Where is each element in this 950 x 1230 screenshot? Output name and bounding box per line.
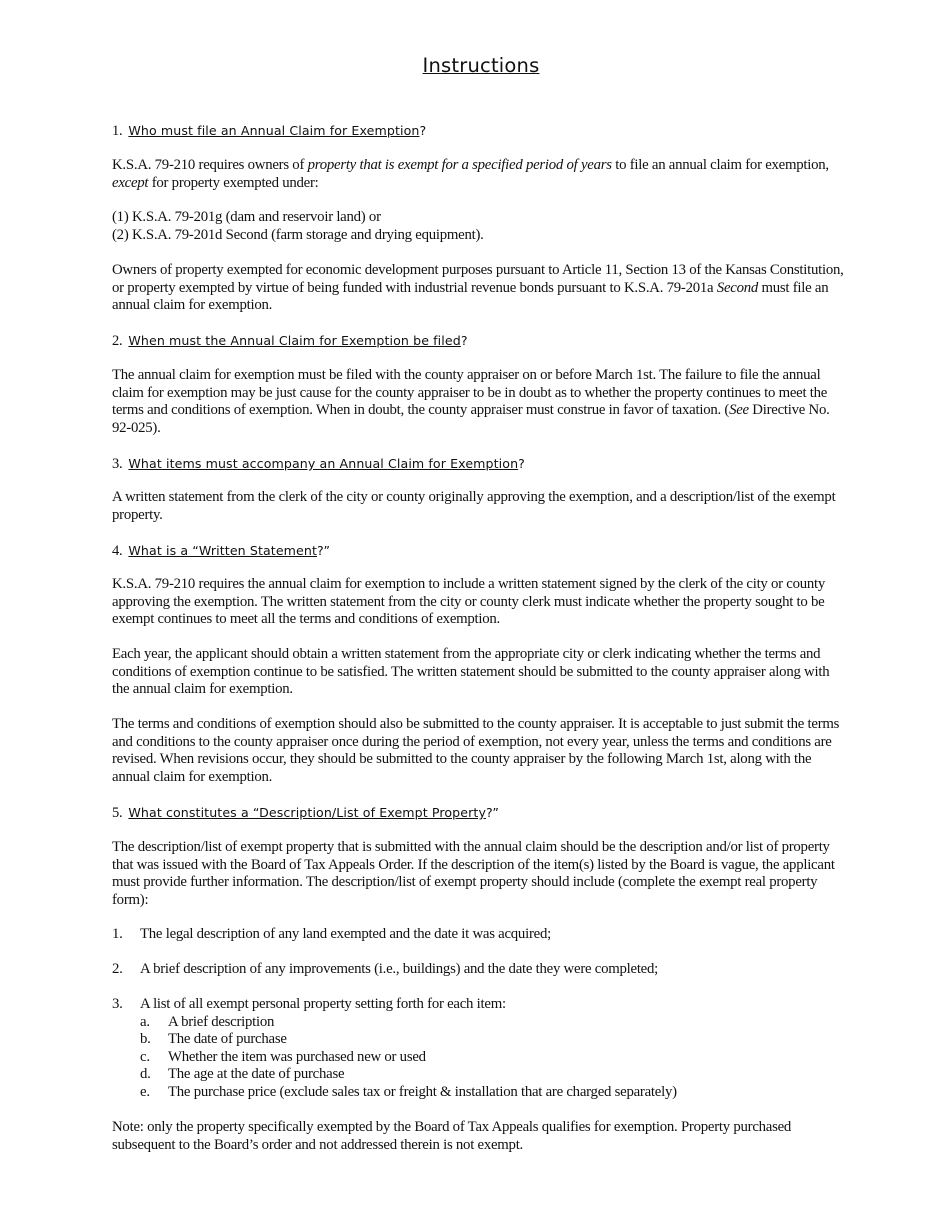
- text-run: must file an annual claim for exemption.: [112, 279, 829, 313]
- note-paragraph: Note: only the property specifically exempted by the Board of Tax Appeals qualifies for exemption. Property purchased subsequent to the Board’s order and not addressed therein is not exempt.: [112, 1119, 792, 1153]
- question-text: What is a “Written Statement: [128, 543, 318, 558]
- q5-paragraph-1: The description/list of exempt property that is submitted with the annual claim should be the description and/or list of property that was issued with the Board of Tax Appeals Order. If the description of the item(s) listed by the Board is vague, the applicant must provide further information. The description/list of exempt property should include (complete the exempt real property form):: [112, 839, 835, 908]
- sub-list-item: [112, 1049, 850, 1067]
- text-run: K.S.A. 79-210 requires owners of: [112, 157, 308, 173]
- question-5: [112, 804, 850, 823]
- question-text: What constitutes a “Description/List of Exempt Property: [128, 805, 486, 820]
- list-text: The legal description of any land exempted and the date it was acquired;: [140, 926, 551, 942]
- question-trail: ?: [460, 333, 468, 348]
- question-trail: ?: [419, 123, 426, 138]
- list-number: 2.: [112, 961, 123, 977]
- q1-paragraph-1: [112, 157, 850, 192]
- question-number: 4.: [112, 543, 123, 559]
- question-trail: ?”: [486, 805, 499, 820]
- question-number: 2.: [112, 333, 123, 349]
- text-run: Owners of property exempted for economic development purposes pursuant to Article 11, Section 13 of the Kansas Constitution, or property exempted by virtue of being funded with industrial revenue bonds pursuant to K.S.A. 79-201a: [112, 262, 844, 296]
- question-number: 1.: [112, 123, 123, 139]
- q1-exemption-list: [112, 209, 850, 244]
- text-run: to file an annual claim for exemption,: [611, 157, 829, 173]
- list-text: A list of all exempt personal property setting forth for each item:: [140, 996, 506, 1012]
- sub-list-item: [112, 1031, 850, 1049]
- sub-list-item: [112, 1084, 850, 1102]
- list-item: (2) K.S.A. 79-201d Second (farm storage and drying equipment).: [112, 226, 484, 243]
- text-run: for property exempted under:: [148, 174, 319, 191]
- page-title: Instructions: [422, 54, 540, 77]
- question-1: [112, 122, 850, 141]
- q2-paragraph-1: [112, 367, 850, 437]
- question-text: What items must accompany an Annual Claim for Exemption: [128, 456, 519, 471]
- emphasis-text: except: [112, 174, 149, 191]
- question-text: Who must file an Annual Claim for Exemption: [128, 123, 420, 138]
- list-item: [112, 996, 850, 1014]
- question-number: 3.: [112, 456, 123, 472]
- question-text: When must the Annual Claim for Exemption be filed: [128, 333, 461, 348]
- list-letter: e.: [140, 1083, 150, 1100]
- q5-list: [112, 926, 850, 1101]
- question-4: [112, 542, 850, 561]
- text-run: Directive No. 92-025).: [112, 402, 830, 436]
- text-run: The annual claim for exemption must be filed with the county appraiser on or before March 1st. The failure to file the annual claim for exemption may be just cause for the county appraiser to be in doubt as to whether the property continues to meet the terms and conditions of exemption. When in doubt, the county appraiser must construe in favor of taxation. (: [112, 367, 828, 418]
- question-trail: ?: [518, 456, 525, 471]
- emphasis-text: See: [729, 402, 749, 418]
- list-text: A brief description of any improvements (i.e., buildings) and the date they were completed;: [140, 961, 659, 977]
- list-item: [112, 961, 850, 979]
- emphasis-text: Second: [716, 279, 759, 296]
- emphasis-text: property that is exempt for a specified period of years: [307, 157, 612, 173]
- q3-paragraph-1: A written statement from the clerk of the city or county originally approving the exemption, and a description/list of the exempt property.: [112, 489, 836, 523]
- list-letter: a.: [140, 1013, 150, 1030]
- sub-list-item: [112, 1066, 850, 1084]
- list-number: 3.: [112, 996, 123, 1012]
- question-3: [112, 455, 850, 474]
- list-text: A brief description: [168, 1013, 275, 1030]
- q1-paragraph-2: [112, 262, 850, 315]
- q4-paragraph-3: The terms and conditions of exemption should also be submitted to the county appraiser. It is acceptable to just submit the terms and conditions to the county appraiser once during the period of exemption, not every year, unless the terms and conditions are revised. When revisions occur, they should be submitted to the county appraiser by the following March 1st, along with the annual claim for exemption.: [112, 716, 840, 785]
- question-number: 5.: [112, 805, 123, 821]
- question-trail: ?”: [317, 543, 330, 558]
- list-letter: c.: [140, 1048, 150, 1065]
- list-letter: d.: [140, 1066, 151, 1082]
- list-text: The purchase price (exclude sales tax or freight & installation that are charged separately): [168, 1083, 677, 1100]
- list-text: The date of purchase: [168, 1031, 287, 1047]
- list-text: The age at the date of purchase: [168, 1066, 345, 1082]
- list-item: [112, 926, 850, 944]
- sub-list-item: [112, 1014, 850, 1032]
- question-2: [112, 332, 850, 351]
- list-text: Whether the item was purchased new or used: [168, 1048, 426, 1065]
- q4-paragraph-2: Each year, the applicant should obtain a written statement from the appropriate city or clerk indicating whether the terms and conditions of exemption continue to be satisfied. The written statement should be submitted to the county appraiser along with the annual claim for exemption.: [112, 646, 830, 697]
- list-letter: b.: [140, 1031, 151, 1047]
- list-item: (1) K.S.A. 79-201g (dam and reservoir land) or: [112, 209, 381, 225]
- q4-paragraph-1: K.S.A. 79-210 requires the annual claim for exemption to include a written statement signed by the clerk of the city or county approving the exemption. The written statement from the city or county clerk must indicate whether the property sought to be exempt continues to meet all the terms and conditions of exemption.: [112, 576, 826, 627]
- list-number: 1.: [112, 926, 123, 942]
